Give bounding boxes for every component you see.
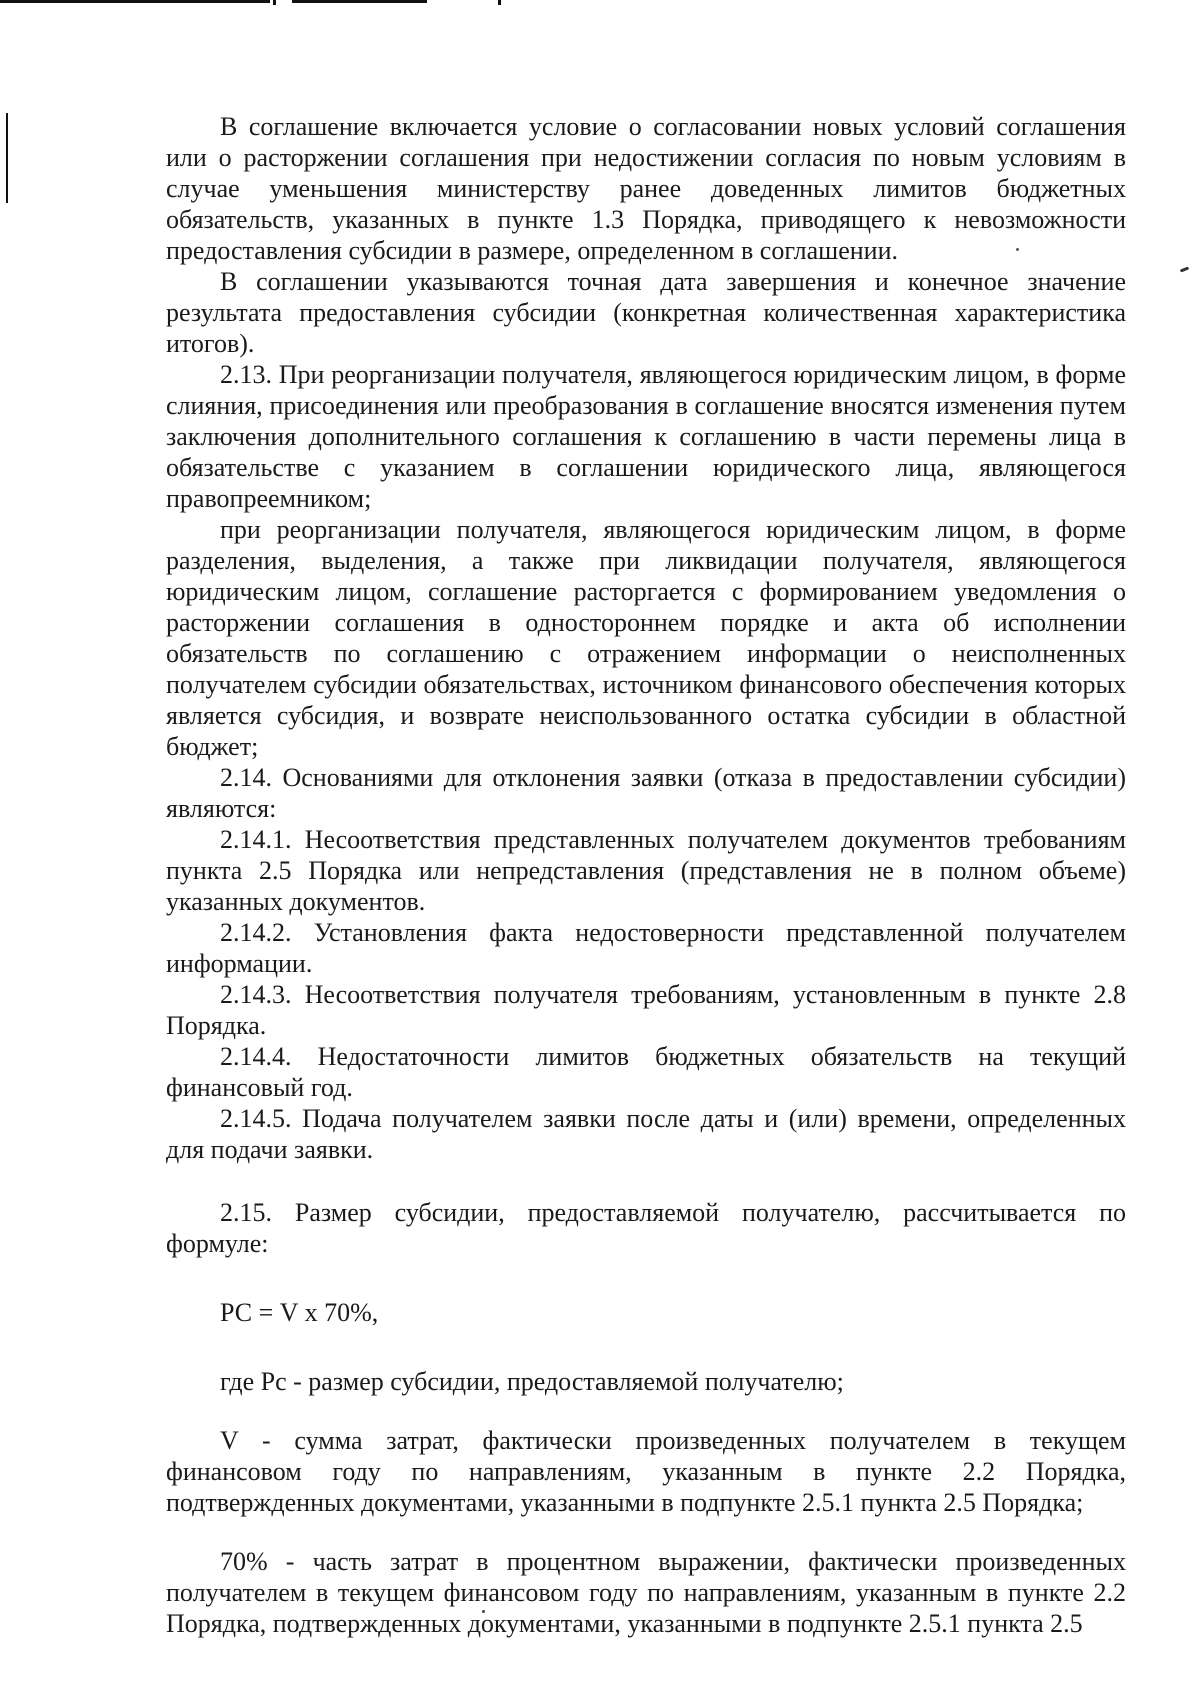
- paragraph-2-13: 2.13. При реорганизации получателя, являющегося юридическим лицом, в форме слияния, присоединения или преобразования в соглашение вносятся изменения путем заключения дополнительного соглашения к соглашению в части перемены лица в обязательстве с указанием в соглашении юридического лица, являющегося правопреемником;: [166, 360, 1126, 513]
- paragraph-2-15: 2.15. Размер субсидии, предоставляемой получателю, рассчитывается по формуле:: [166, 1198, 1126, 1258]
- paragraph-2-14-4: 2.14.4. Недостаточности лимитов бюджетных обязательств на текущий финансовый год.: [166, 1042, 1126, 1102]
- paragraph: В соглашение включается условие о согласовании новых условий соглашения или о расторжении соглашения при недостижении согласия по новым условиям в случае уменьшения министерству ранее доведенных лимитов бюджетных обязательств, указанных в пункте 1.3 Порядка, приводящего к невозможности предоставления субсидии в размере, определенном в соглашении.: [166, 112, 1126, 265]
- formula-definition: где Рс - размер субсидии, предоставляемой получателю;: [220, 1367, 844, 1396]
- top-scan-rule-2: [292, 0, 427, 3]
- formula: РС = V х 70%,: [220, 1298, 379, 1327]
- top-scan-mark-2: [498, 0, 501, 5]
- top-scan-mark: [273, 0, 276, 5]
- paragraph-2-14: 2.14. Основаниями для отклонения заявки (отказа в предоставлении субсидии) являются:: [166, 763, 1126, 823]
- top-scan-rule: [0, 0, 270, 3]
- paragraph: В соглашении указываются точная дата завершения и конечное значение результата предоставления субсидии (конкретная количественная характеристика итогов).: [166, 267, 1126, 358]
- formula-definition: 70% - часть затрат в процентном выражении, фактически произведенных получателем в текущем финансовом году по направлениям, указанным в пункте 2.2 Порядка, подтвержденных документами, указанными в подпункте 2.5.1 пункта 2.5: [166, 1547, 1126, 1638]
- margin-scan-bar: [6, 113, 8, 203]
- paragraph: при реорганизации получателя, являющегося юридическим лицом, в форме разделения, выделения, а также при ликвидации получателя, являющегося юридическим лицом, соглашение расторгается с формированием уведомления о расторжении соглашения в одностороннем порядке и акта об исполнении обязательств по соглашению с отражением информации о неисполненных получателем субсидии обязательствах, источником финансового обеспечения которых является субсидия, и возврате неиспользованного остатка субсидии в областной бюджет;: [166, 515, 1126, 761]
- paragraph-2-14-5: 2.14.5. Подача получателем заявки после даты и (или) времени, определенных для подачи заявки.: [166, 1104, 1126, 1164]
- paragraph-2-14-1: 2.14.1. Несоответствия представленных получателем документов требованиям пункта 2.5 Порядка или непредставления (представления не в полном объеме) указанных документов.: [166, 825, 1126, 916]
- document-page: [166, 111, 1126, 1639]
- paragraph-2-14-2: 2.14.2. Установления факта недостоверности представленной получателем информации.: [166, 918, 1126, 978]
- paragraph-2-14-3: 2.14.3. Несоответствия получателя требованиям, установленным в пункте 2.8 Порядка.: [166, 980, 1126, 1040]
- formula-definition: V - сумма затрат, фактически произведенных получателем в текущем финансовом году по направлениям, указанным в пункте 2.2 Порядка, подтвержденных документами, указанными в подпункте 2.5.1 пункта 2.5 Порядка;: [166, 1426, 1126, 1517]
- scan-speck: [1180, 266, 1189, 272]
